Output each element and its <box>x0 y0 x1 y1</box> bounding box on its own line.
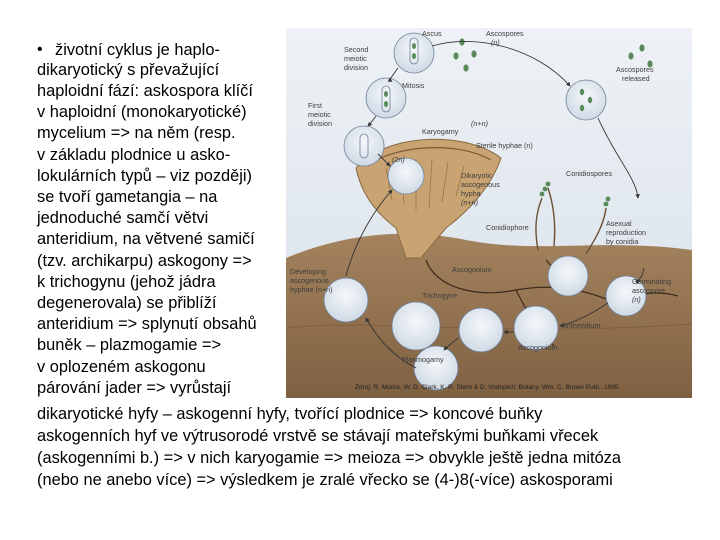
text-line-14: anteridium => splynutí obsahů <box>37 315 257 333</box>
text-line-19: askogenních hyf ve výtrusorodé vrstvě se stávají mateřskými buňkami vřecek <box>37 427 599 445</box>
label-developing: Developing <box>290 267 326 276</box>
label-first-meiotic-2: meiotic <box>308 110 331 119</box>
label-karyogamy: Karyogamy <box>422 127 459 136</box>
label-ascus: Ascus <box>422 29 442 38</box>
label-plasmogamy: Plasmogamy <box>402 355 444 364</box>
text-line-20: (askogenními b.) => v nich karyogamie => meioza => obvykle ještě jedna mitóza <box>37 449 621 467</box>
text-line-18: dikaryotické hyfy – askogenní hyfy, tvořící plodnice => koncové buňky <box>37 405 543 423</box>
label-developing-3: hyphae (n+n) <box>290 285 333 294</box>
text-line-7: lokulárních typů – viz později) <box>37 167 253 185</box>
text-line-13: degenerovala) se přiblíží <box>37 294 217 312</box>
text-line-8: se tvoří gametangia – na <box>37 188 218 206</box>
label-asexual-3: by conidia <box>606 237 639 246</box>
text-line-12: k trichogynu (jehož jádra <box>37 273 216 291</box>
bullet: • <box>37 41 43 58</box>
text-line-2: dikaryotický s převažující <box>37 61 220 79</box>
label-germinating: Germinating <box>632 277 672 286</box>
label-ascogonium-2: Ascogonium <box>518 343 558 352</box>
label-ascospores-released: Ascospores <box>616 65 654 74</box>
text-line-15: buněk – plazmogamie => <box>37 336 222 354</box>
label-germinating-3: (n) <box>632 295 641 304</box>
text-line-6: v základu plodnice u asko- <box>37 146 231 164</box>
text-line-1: životní cyklus je haplo- <box>55 41 220 59</box>
label-ascogonium: Ascogonium <box>452 265 492 274</box>
label-asexual-2: reproduction <box>606 228 646 237</box>
text-line-17: párování jader => vyrůstají <box>37 379 232 397</box>
label-asexual: Asexual <box>606 219 632 228</box>
text-line-11: (tzv. archikarpu) askogony => <box>37 252 252 270</box>
label-released: released <box>622 74 650 83</box>
figure-source: Zdroj: R. Moore, W. D. Clark, K. R. Stern & D. Vodopich: Botany. Wm. C. Brown Publ., 1995. <box>355 384 621 391</box>
label-sterile-hyphae: Sterile hyphae (n) <box>476 141 533 150</box>
label-germinating-2: ascospore <box>632 286 666 295</box>
label-developing-2: ascogenous <box>290 276 329 285</box>
label-2n: (2n) <box>392 155 405 164</box>
label-trichogyne: Trichogyne <box>422 291 458 300</box>
label-conidiospores: Conidiospores <box>566 169 612 178</box>
text-line-16: v oplozeném askogonu <box>37 358 206 376</box>
label-conidiophore: Conidiophore <box>486 223 529 232</box>
label-first-meiotic-3: division <box>308 119 332 128</box>
text-line-4: v haploidní (monokaryotické) <box>37 103 247 121</box>
label-first-meiotic: First <box>308 101 322 110</box>
label-dikaryotic-4: (n+n) <box>461 198 478 207</box>
label-dikaryotic-2: ascogenous <box>461 180 500 189</box>
text-line-21: (nebo ne anebo více) => výsledkem je zralé vřecko se (4-)8(-více) askosporami <box>37 471 613 489</box>
label-dikaryotic-3: hypha <box>461 189 481 198</box>
life-cycle-figure <box>286 28 692 398</box>
label-n-plus-n-top: (n+n) <box>471 119 488 128</box>
text-line-10: anteridium, na větvené samičí <box>37 230 255 248</box>
label-ascospores: Ascospores <box>486 29 524 38</box>
label-mitosis: Mitosis <box>402 81 425 90</box>
text-line-9: jednoduché samčí větvi <box>37 209 209 227</box>
label-dikaryotic: Dikaryotic <box>461 171 493 180</box>
text-line-5: mycelium => na něm (resp. <box>37 124 236 142</box>
label-antheridium: Antheridium <box>562 321 601 330</box>
text-line-3: haploidní fází: askospora klíčí <box>37 82 253 100</box>
label-ascospores-n: (n) <box>491 38 500 47</box>
label-second-meiotic: Second <box>344 45 369 54</box>
label-second-meiotic-2: meiotic <box>344 54 367 63</box>
label-second-meiotic-3: division <box>344 63 368 72</box>
life-cycle-diagram <box>286 28 692 398</box>
